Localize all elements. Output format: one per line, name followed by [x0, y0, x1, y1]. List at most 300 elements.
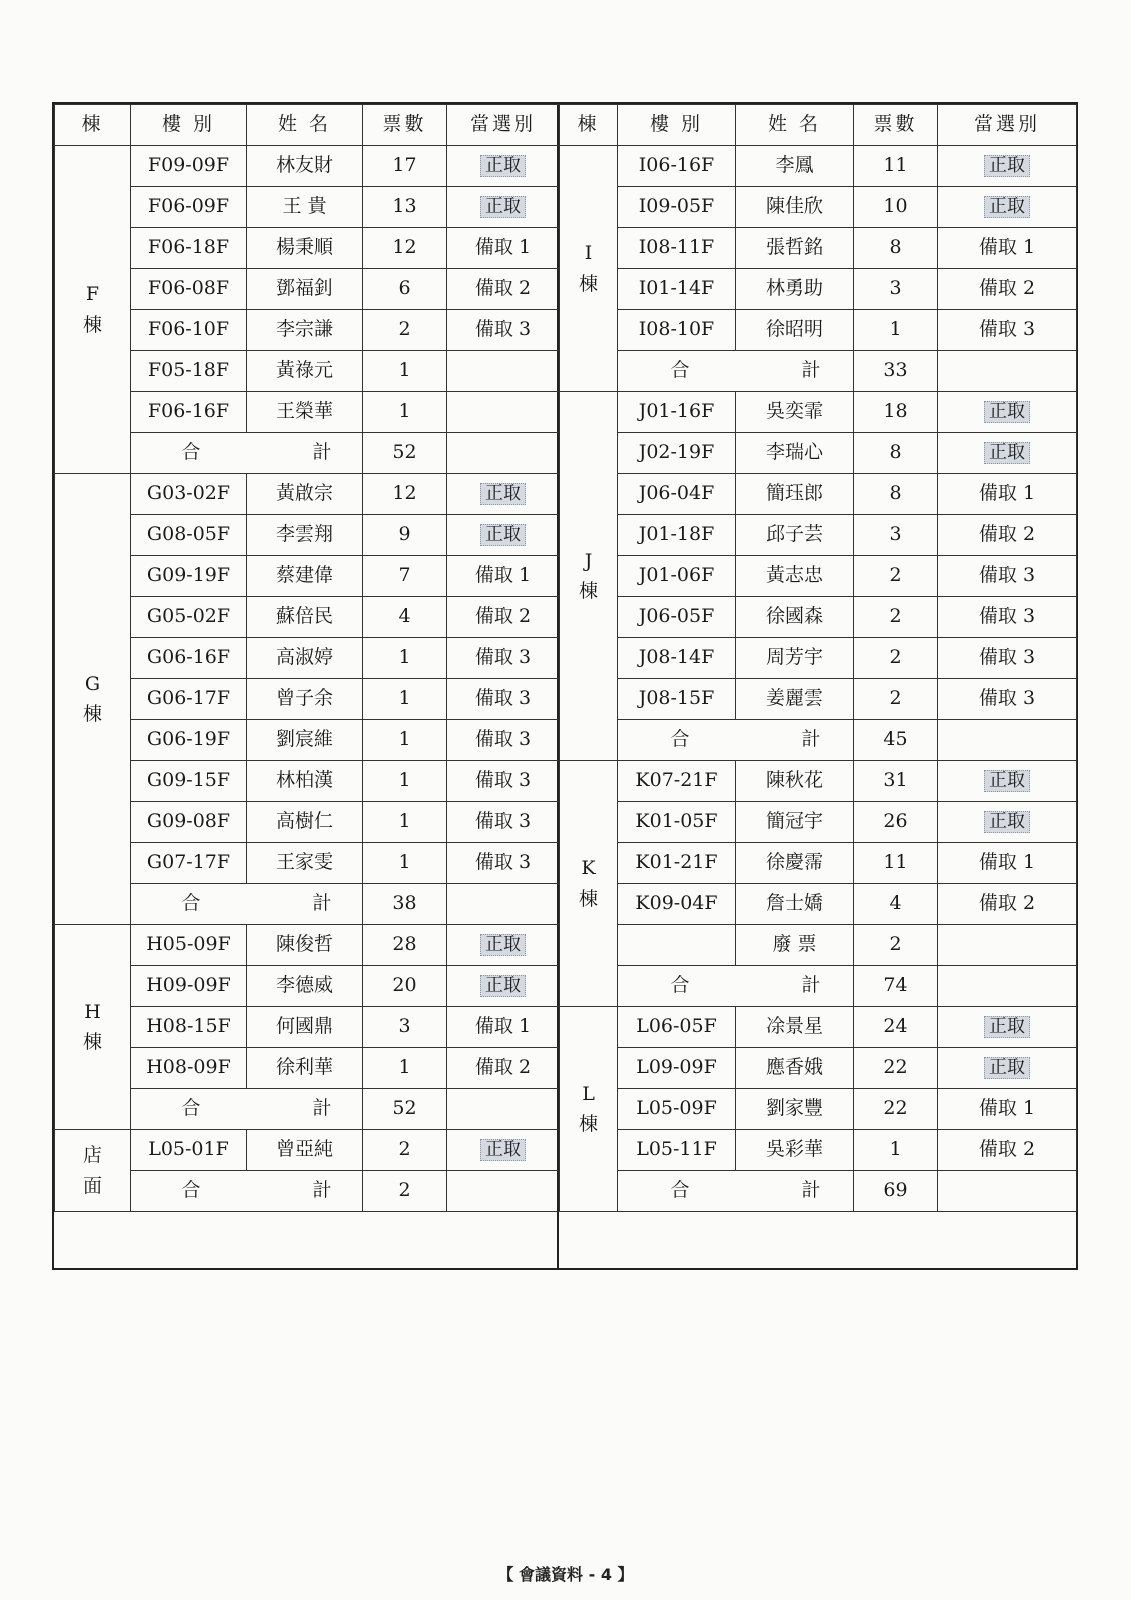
name-cell: 楊秉順 [247, 228, 363, 269]
table-row [560, 228, 1077, 269]
name-cell: 徐利華 [247, 1048, 363, 1089]
election-results-sheet [52, 102, 1078, 1270]
table-row [560, 556, 1077, 597]
status-text: 備取 3 [474, 646, 532, 669]
votes-cell: 13 [363, 187, 447, 228]
votes-cell: 1 [363, 351, 447, 392]
unit-cell: H05-09F [131, 925, 247, 966]
votes-cell: 1 [363, 392, 447, 433]
name-cell: 林勇助 [736, 269, 854, 310]
building-label [560, 392, 618, 761]
status-badge-admitted: 正取 [480, 934, 526, 957]
status-cell [447, 843, 560, 884]
unit-cell: J01-16F [618, 392, 736, 433]
status-text: 備取 3 [474, 728, 532, 751]
total-label [131, 433, 363, 474]
status-badge-admitted: 正取 [480, 155, 526, 178]
unit-cell: F06-09F [131, 187, 247, 228]
total-label-a: 合 [181, 1179, 201, 1202]
unit-cell: J01-18F [618, 515, 736, 556]
status-cell [938, 474, 1077, 515]
status-cell [938, 187, 1077, 228]
status-cell [447, 269, 560, 310]
votes-cell: 2 [363, 1130, 447, 1171]
total-votes: 2 [363, 1171, 447, 1212]
name-cell: 徐昭明 [736, 310, 854, 351]
status-cell [447, 515, 560, 556]
status-text: 備取 2 [474, 1056, 532, 1079]
name-cell: 蘇倍民 [247, 597, 363, 638]
right-table-column [559, 104, 1076, 1268]
total-row [55, 1089, 560, 1130]
status-badge-admitted: 正取 [984, 442, 1030, 465]
status-cell [447, 1048, 560, 1089]
votes-cell: 20 [363, 966, 447, 1007]
status-cell [447, 679, 560, 720]
status-cell [447, 392, 560, 433]
total-label-a: 合 [181, 892, 201, 915]
votes-cell: 2 [854, 679, 938, 720]
status-text: 備取 3 [978, 605, 1036, 628]
status-cell [938, 515, 1077, 556]
table-row [55, 310, 560, 351]
table-row [560, 843, 1077, 884]
building-code: J [584, 549, 593, 572]
table-row [560, 474, 1077, 515]
total-status-empty [447, 433, 560, 474]
status-badge-admitted: 正取 [984, 155, 1030, 178]
name-cell: 凃景星 [736, 1007, 854, 1048]
votes-cell: 9 [363, 515, 447, 556]
name-cell: 陳秋花 [736, 761, 854, 802]
name-cell: 李雲翔 [247, 515, 363, 556]
unit-cell: J02-19F [618, 433, 736, 474]
left-table-body [55, 146, 560, 1212]
total-status-empty [447, 1089, 560, 1130]
status-cell [447, 146, 560, 187]
building-label [560, 1007, 618, 1212]
table-row [560, 1089, 1077, 1130]
unit-cell: F05-18F [131, 351, 247, 392]
name-cell: 劉宸維 [247, 720, 363, 761]
unit-cell: L06-05F [618, 1007, 736, 1048]
votes-cell: 28 [363, 925, 447, 966]
unit-cell: G03-02F [131, 474, 247, 515]
total-label-b: 計 [312, 1097, 332, 1120]
total-label [618, 720, 854, 761]
table-row [560, 1048, 1077, 1089]
unit-cell: L05-01F [131, 1130, 247, 1171]
total-votes: 74 [854, 966, 938, 1007]
votes-cell: 1 [363, 1048, 447, 1089]
header-name: 姓 名 [247, 105, 363, 146]
status-cell [938, 433, 1077, 474]
status-text: 備取 1 [978, 236, 1036, 259]
total-label [618, 966, 854, 1007]
unit-cell: F06-10F [131, 310, 247, 351]
table-row [55, 146, 560, 187]
votes-cell: 24 [854, 1007, 938, 1048]
status-badge-admitted: 正取 [480, 975, 526, 998]
unit-cell: H08-09F [131, 1048, 247, 1089]
status-cell [938, 1089, 1077, 1130]
table-row [560, 1130, 1077, 1171]
building-label [560, 761, 618, 1007]
status-cell [447, 597, 560, 638]
building-suffix: 棟 [82, 313, 102, 336]
total-label-b: 計 [312, 892, 332, 915]
left-results-table [54, 104, 560, 1212]
unit-cell: F09-09F [131, 146, 247, 187]
name-cell: 陳俊哲 [247, 925, 363, 966]
total-status-empty [938, 1171, 1077, 1212]
votes-cell: 2 [854, 925, 938, 966]
name-cell: 黃志忠 [736, 556, 854, 597]
total-label-b: 計 [312, 1179, 332, 1202]
total-label-a: 合 [181, 441, 201, 464]
building-suffix: 面 [82, 1174, 102, 1197]
status-cell [447, 720, 560, 761]
status-text: 備取 3 [474, 769, 532, 792]
total-label-b: 計 [801, 1179, 821, 1202]
status-text: 備取 1 [474, 564, 532, 587]
total-label-b: 計 [312, 441, 332, 464]
total-row [560, 720, 1077, 761]
status-text: 備取 1 [978, 482, 1036, 505]
name-cell: 徐國森 [736, 597, 854, 638]
total-label [131, 884, 363, 925]
unit-cell: I01-14F [618, 269, 736, 310]
votes-cell: 8 [854, 433, 938, 474]
status-text: 備取 1 [474, 1015, 532, 1038]
status-cell [938, 802, 1077, 843]
status-cell [938, 761, 1077, 802]
votes-cell: 11 [854, 843, 938, 884]
status-badge-admitted: 正取 [984, 401, 1030, 424]
votes-cell: 1 [363, 843, 447, 884]
name-cell: 黃祿元 [247, 351, 363, 392]
name-cell: 李宗謙 [247, 310, 363, 351]
votes-cell: 6 [363, 269, 447, 310]
total-status-empty [938, 720, 1077, 761]
unit-cell: J06-05F [618, 597, 736, 638]
status-cell [938, 228, 1077, 269]
table-row [560, 515, 1077, 556]
name-cell: 簡冠宇 [736, 802, 854, 843]
total-votes: 52 [363, 1089, 447, 1130]
name-cell: 林柏漢 [247, 761, 363, 802]
status-text: 備取 3 [978, 687, 1036, 710]
total-label-a: 合 [670, 728, 690, 751]
total-row [560, 1171, 1077, 1212]
status-cell [938, 556, 1077, 597]
status-cell [447, 187, 560, 228]
unit-cell: J01-06F [618, 556, 736, 597]
unit-cell: J08-14F [618, 638, 736, 679]
table-row [560, 597, 1077, 638]
status-text: 備取 3 [474, 318, 532, 341]
status-cell [447, 761, 560, 802]
name-cell: 鄧福釗 [247, 269, 363, 310]
right-table-header [560, 105, 1077, 146]
unit-cell: K01-21F [618, 843, 736, 884]
status-cell [447, 351, 560, 392]
building-suffix: 棟 [578, 580, 598, 602]
status-cell [447, 1007, 560, 1048]
table-row [55, 392, 560, 433]
total-label [131, 1089, 363, 1130]
total-votes: 33 [854, 351, 938, 392]
table-row [560, 310, 1077, 351]
name-cell: 詹士嬌 [736, 884, 854, 925]
total-votes: 45 [854, 720, 938, 761]
table-row [55, 556, 560, 597]
unit-cell: I09-05F [618, 187, 736, 228]
building-code: 店 [82, 1144, 102, 1167]
votes-cell: 1 [363, 802, 447, 843]
total-label-a: 合 [670, 1179, 690, 1202]
name-cell: 曾亞純 [247, 1130, 363, 1171]
name-cell: 李德威 [247, 966, 363, 1007]
unit-cell: I08-10F [618, 310, 736, 351]
table-row [55, 925, 560, 966]
votes-cell: 18 [854, 392, 938, 433]
table-row [55, 474, 560, 515]
votes-cell: 2 [854, 638, 938, 679]
name-cell: 吳奕霏 [736, 392, 854, 433]
header-building: 棟 [55, 105, 131, 146]
table-row [55, 1007, 560, 1048]
unit-cell: L05-09F [618, 1089, 736, 1130]
votes-cell: 22 [854, 1089, 938, 1130]
name-cell: 李瑞心 [736, 433, 854, 474]
table-row [55, 843, 560, 884]
header-votes: 票數 [854, 105, 938, 146]
total-label-a: 合 [670, 974, 690, 997]
name-cell: 吳彩華 [736, 1130, 854, 1171]
right-table-body [560, 146, 1077, 1212]
votes-cell: 3 [363, 1007, 447, 1048]
unit-cell: F06-18F [131, 228, 247, 269]
building-label [55, 1130, 131, 1212]
votes-cell: 1 [363, 638, 447, 679]
name-cell: 王家雯 [247, 843, 363, 884]
table-row [560, 269, 1077, 310]
total-label-a: 合 [181, 1097, 201, 1120]
status-cell [938, 269, 1077, 310]
table-row [560, 802, 1077, 843]
status-badge-admitted: 正取 [984, 1057, 1030, 1080]
status-cell [938, 1007, 1077, 1048]
building-label [560, 146, 618, 392]
votes-cell: 8 [854, 474, 938, 515]
total-row [560, 966, 1077, 1007]
name-cell: 邱子芸 [736, 515, 854, 556]
table-row [560, 433, 1077, 474]
status-text: 備取 2 [474, 605, 532, 628]
name-cell: 高樹仁 [247, 802, 363, 843]
name-cell: 高淑婷 [247, 638, 363, 679]
building-code: L [582, 1082, 595, 1105]
unit-cell: J08-15F [618, 679, 736, 720]
status-cell [447, 802, 560, 843]
building-code: F [85, 283, 100, 306]
total-label [131, 1171, 363, 1212]
unit-cell: G06-19F [131, 720, 247, 761]
total-votes: 69 [854, 1171, 938, 1212]
name-cell: 黃啟宗 [247, 474, 363, 515]
building-code: K [581, 857, 596, 880]
total-votes: 38 [363, 884, 447, 925]
name-cell: 蔡建偉 [247, 556, 363, 597]
header-votes: 票數 [363, 105, 447, 146]
votes-cell: 2 [854, 597, 938, 638]
building-suffix: 棟 [578, 887, 598, 910]
status-text: 備取 1 [474, 236, 532, 259]
table-row [55, 802, 560, 843]
unit-cell: G09-15F [131, 761, 247, 802]
page-footer: 【 會議資料 - 4 】 [497, 1565, 634, 1584]
table-row [55, 351, 560, 392]
name-cell: 王榮華 [247, 392, 363, 433]
unit-cell: G06-16F [131, 638, 247, 679]
left-table-column [54, 104, 559, 1268]
status-cell [938, 1130, 1077, 1171]
status-badge-admitted: 正取 [984, 196, 1030, 219]
header-unit: 樓 別 [131, 105, 247, 146]
table-row [55, 638, 560, 679]
unit-cell: I08-11F [618, 228, 736, 269]
status-cell [938, 843, 1077, 884]
total-row [55, 884, 560, 925]
name-cell: 周芳宇 [736, 638, 854, 679]
unit-cell: F06-08F [131, 269, 247, 310]
header-name: 姓 名 [736, 105, 854, 146]
total-label-b: 計 [801, 974, 821, 997]
status-text: 備取 3 [978, 564, 1036, 587]
status-cell [938, 146, 1077, 187]
name-cell: 王 貴 [247, 187, 363, 228]
table-row [560, 679, 1077, 720]
votes-cell: 26 [854, 802, 938, 843]
table-row [560, 638, 1077, 679]
unit-cell: G07-17F [131, 843, 247, 884]
name-cell: 廢 票 [736, 925, 854, 966]
votes-cell: 2 [363, 310, 447, 351]
building-code: H [84, 1000, 101, 1023]
total-row [560, 351, 1077, 392]
status-cell [447, 310, 560, 351]
header-status: 當選別 [938, 105, 1077, 146]
status-cell [938, 310, 1077, 351]
unit-cell [618, 925, 736, 966]
name-cell: 張哲銘 [736, 228, 854, 269]
unit-cell: H08-15F [131, 1007, 247, 1048]
votes-cell: 1 [363, 720, 447, 761]
status-text: 備取 1 [978, 1097, 1036, 1120]
table-row [560, 761, 1077, 802]
votes-cell: 1 [854, 310, 938, 351]
total-label-a: 合 [670, 359, 690, 382]
total-label-b: 計 [801, 359, 821, 382]
status-cell [938, 925, 1077, 966]
votes-cell: 22 [854, 1048, 938, 1089]
votes-cell: 1 [363, 761, 447, 802]
total-status-empty [938, 351, 1077, 392]
status-text: 備取 2 [978, 892, 1036, 915]
table-row [55, 1130, 560, 1171]
total-status-empty [447, 884, 560, 925]
votes-cell: 1 [363, 679, 447, 720]
building-suffix: 棟 [82, 1031, 102, 1053]
votes-cell: 17 [363, 146, 447, 187]
total-label [618, 351, 854, 392]
status-cell [447, 966, 560, 1007]
votes-cell: 12 [363, 228, 447, 269]
building-suffix: 棟 [82, 703, 102, 725]
votes-cell: 31 [854, 761, 938, 802]
table-row [55, 269, 560, 310]
status-cell [938, 392, 1077, 433]
table-row [55, 187, 560, 228]
table-row [560, 146, 1077, 187]
name-cell: 應香娥 [736, 1048, 854, 1089]
table-row [55, 966, 560, 1007]
table-row [55, 515, 560, 556]
name-cell: 徐慶霈 [736, 843, 854, 884]
unit-cell: G09-08F [131, 802, 247, 843]
table-row [560, 1007, 1077, 1048]
status-cell [447, 228, 560, 269]
total-label [618, 1171, 854, 1212]
status-text: 備取 3 [474, 851, 532, 874]
votes-cell: 12 [363, 474, 447, 515]
building-label [55, 474, 131, 925]
unit-cell: F06-16F [131, 392, 247, 433]
name-cell: 曾子余 [247, 679, 363, 720]
total-row [55, 1171, 560, 1212]
header-status: 當選別 [447, 105, 560, 146]
unit-cell: L09-09F [618, 1048, 736, 1089]
status-cell [447, 1130, 560, 1171]
status-text: 備取 2 [978, 277, 1036, 300]
header-unit: 樓 別 [618, 105, 736, 146]
unit-cell: K07-21F [618, 761, 736, 802]
status-badge-admitted: 正取 [480, 483, 526, 506]
status-cell [447, 556, 560, 597]
header-building: 棟 [560, 105, 618, 146]
votes-cell: 2 [854, 556, 938, 597]
votes-cell: 7 [363, 556, 447, 597]
votes-cell: 4 [854, 884, 938, 925]
table-row [560, 392, 1077, 433]
name-cell: 簡珏郎 [736, 474, 854, 515]
status-cell [938, 1048, 1077, 1089]
name-cell: 何國鼎 [247, 1007, 363, 1048]
table-row [55, 228, 560, 269]
status-cell [447, 474, 560, 515]
status-text: 備取 2 [978, 523, 1036, 546]
building-label [55, 146, 131, 474]
status-cell [938, 884, 1077, 925]
building-label [55, 925, 131, 1130]
status-text: 備取 2 [978, 1138, 1036, 1161]
status-text: 備取 1 [978, 851, 1036, 874]
unit-cell: I06-16F [618, 146, 736, 187]
table-row [55, 761, 560, 802]
votes-cell: 8 [854, 228, 938, 269]
building-suffix: 棟 [578, 272, 598, 295]
